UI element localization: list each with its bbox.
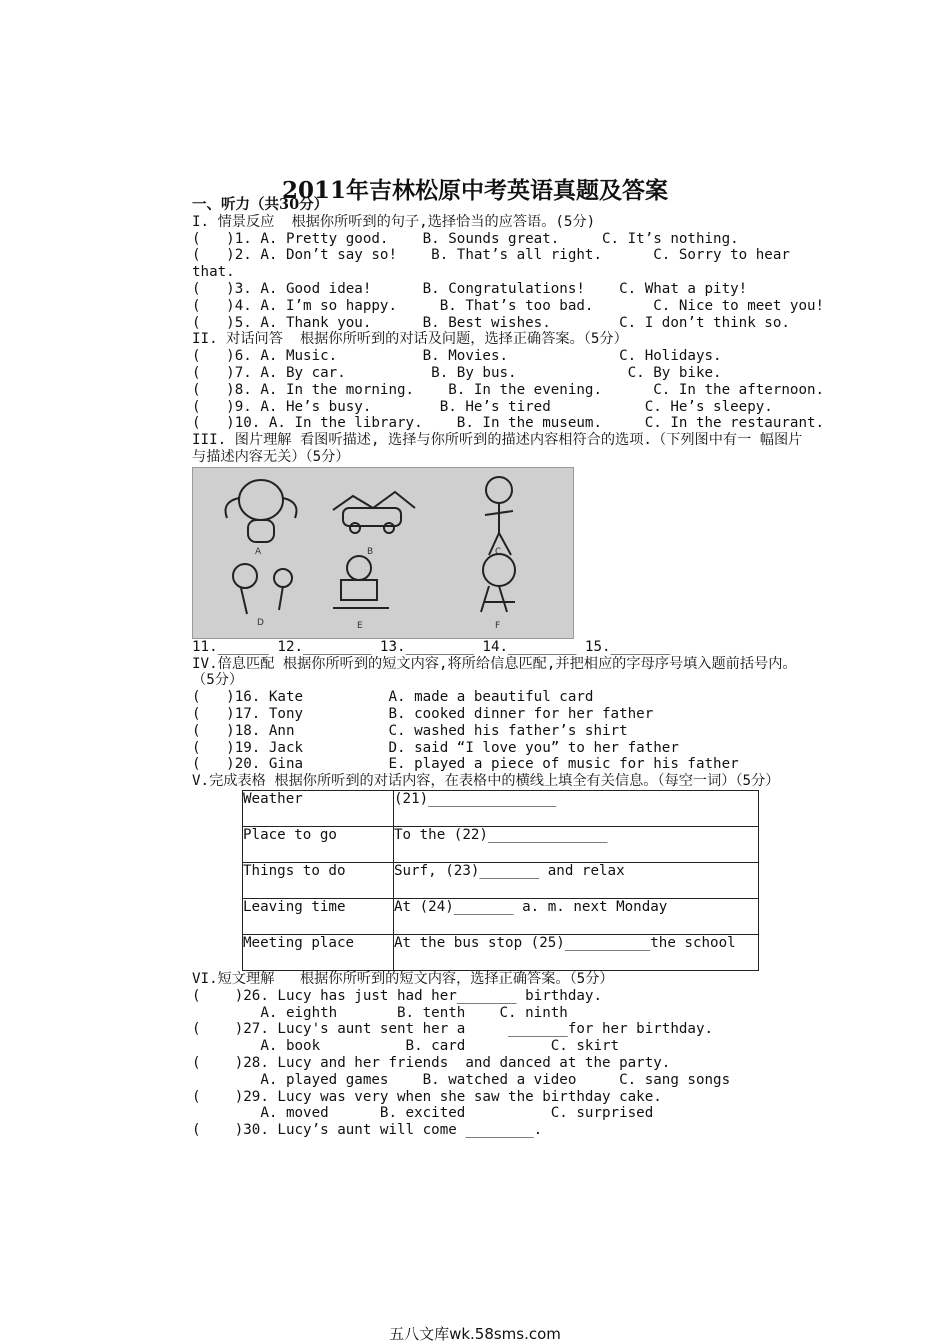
question-3: ( )3. A. Good idea! B. Congratulations! C. What a pity! <box>192 280 748 297</box>
question-10: ( )10. A. In the library. B. In the museum. C. In the restaurant. <box>192 415 825 432</box>
match-20: ( )20. Gina E. played a piece of music for his father <box>192 756 739 773</box>
match-17: ( )17. Tony B. cooked dinner for her father <box>192 705 654 722</box>
question-7: ( )7. A. By car. B. By bus. C. By bike. <box>192 364 722 381</box>
section-heading-3: III. 图片理解 看图听描述, 选择与你所听到的描述内容相符合的选项.（下列图中有一 幅图片与描述内容无关）（5分） <box>192 432 803 465</box>
table-value: At the bus stop (25)__________the school <box>394 934 759 970</box>
match-16: ( )16. Kate A. made a beautiful card <box>192 689 594 706</box>
question-9: ( )9. A. He’s busy. B. He’s tired C. He’s sleepy. <box>192 398 773 415</box>
question-28: ( )28. Lucy and her friends and danced at the party. <box>192 1054 671 1071</box>
question-1: ( )1. A. Pretty good. B. Sounds great. C. It’s nothing. <box>192 230 739 247</box>
question-30: ( )30. Lucy’s aunt will come ________. <box>192 1122 543 1139</box>
question-4: ( )4. A. I’m so happy. B. That’s too bad. C. Nice to meet you! <box>192 297 825 314</box>
cartoon-illustrations-image <box>192 467 574 639</box>
question-2: ( )2. A. Don’t say so! B. That’s all right. C. Sorry to hear <box>192 247 790 264</box>
question-6: ( )6. A. Music. B. Movies. C. Holidays. <box>192 348 722 365</box>
figure-label-a: A <box>255 546 262 557</box>
question-27: ( )27. Lucy's aunt sent her a _______for her birthday. <box>192 1021 714 1038</box>
table-row <box>243 934 759 970</box>
section-heading-4: IV.倍息匹配 根据你所听到的短文内容,将所给信息匹配,并把相应的字母序号填入题前括号内。（5分） <box>192 655 797 689</box>
table-value: To the (22)______________ <box>394 826 759 862</box>
match-18: ( )18. Ann C. washed his father’s shirt <box>192 722 628 739</box>
table-row <box>243 790 759 826</box>
options-28: A. played games B. watched a video C. sang songs <box>192 1071 731 1088</box>
section-heading-listening: 一、听力（共30分） <box>192 196 329 213</box>
section-heading-2: II. 对话问答 根据你所听到的对话及问题，选择正确答案。（5分） <box>192 331 628 348</box>
question-8: ( )8. A. In the morning. B. In the evening. C. In the afternoon. <box>192 381 825 398</box>
exam-content <box>192 196 825 1139</box>
figure-label-f: F <box>495 620 501 631</box>
section-heading-5: V.完成表格 根据你所听到的对话内容，在表格中的横线上填全有关信息。（每空一词）（5分） <box>192 773 780 790</box>
question-5: ( )5. A. Thank you. B. Best wishes. C. I don’t think so. <box>192 314 790 331</box>
question-26: ( )26. Lucy has just had her_______ birthday. <box>192 987 602 1004</box>
table-key: Weather <box>243 790 394 826</box>
question-2-cont: that. <box>192 264 235 281</box>
options-29: A. moved B. excited C. surprised <box>192 1105 654 1122</box>
page-title: 2011年吉林松原中考英语真题及答案 <box>281 177 668 204</box>
match-19: ( )19. Jack D. said “I love you” to her father <box>192 739 679 756</box>
table-value: (21)_______________ <box>394 790 759 826</box>
table-row <box>243 862 759 898</box>
options-26: A. eighth B. tenth C. ninth <box>192 1004 568 1021</box>
table-key: Meeting place <box>243 934 394 970</box>
figure-label-c: C <box>495 546 502 557</box>
table-row <box>243 826 759 862</box>
table-value: Surf, (23)_______ and relax <box>394 862 759 898</box>
figure-label-b: B <box>367 546 374 557</box>
table-row <box>243 898 759 934</box>
info-table <box>242 790 759 971</box>
table-key: Things to do <box>243 862 394 898</box>
question-29: ( )29. Lucy was very when she saw the birthday cake. <box>192 1088 662 1105</box>
table-key: Leaving time <box>243 898 394 934</box>
figure-label-d: D <box>257 617 264 628</box>
figure-label-e: E <box>357 620 363 631</box>
table-key: Place to go <box>243 826 394 862</box>
section-heading-6: VI.短文理解 根据你所听到的短文内容，选择正确答案。（5分） <box>192 970 614 987</box>
section-heading-1: I. 情景反应 根据你所听到的句子,选择恰当的应答语。(5分) <box>192 213 596 230</box>
footer-watermark: 五八文库wk.58sms.com <box>389 1325 561 1343</box>
answer-blanks-11-15: 11.______ 12.________ 13.________ 14.________ 15._______ <box>192 638 671 655</box>
table-value: At (24)_______ a. m. next Monday <box>394 898 759 934</box>
cartoon-sketch-icon <box>193 468 573 638</box>
options-27: A. book B. card C. skirt <box>192 1038 620 1055</box>
